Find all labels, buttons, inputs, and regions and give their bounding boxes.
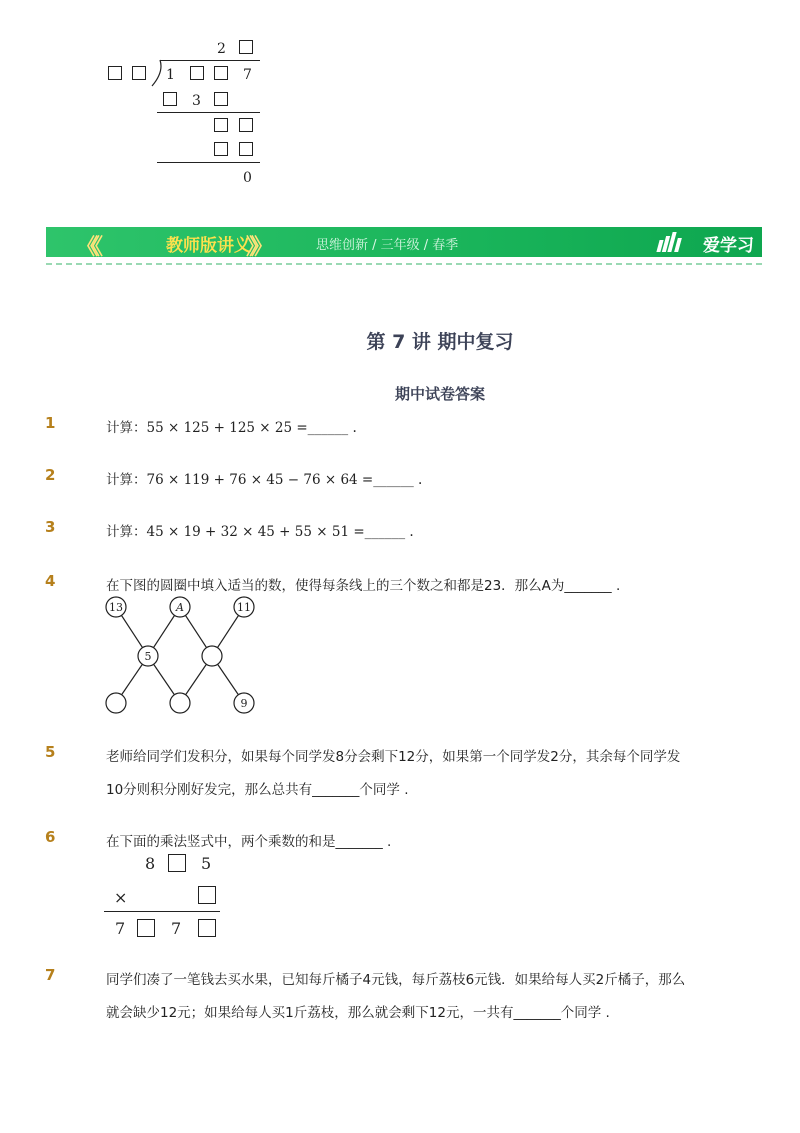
blank-box xyxy=(214,66,228,80)
question-text-line2: 就会缺少12元；如果给每人买1斤荔枝，那么就会剩下12元，一共有_______个同学 . xyxy=(106,1005,610,1021)
circle-node xyxy=(202,646,222,666)
blank-box xyxy=(198,919,216,937)
division-line xyxy=(157,112,260,113)
node-label: A xyxy=(176,601,184,614)
header-banner xyxy=(46,227,762,260)
blank-box xyxy=(214,92,228,106)
division-line xyxy=(157,162,260,163)
header-subtitle: 思维创新 / 三年级 / 春季 xyxy=(316,238,459,253)
chevron-right-icon: 》》 xyxy=(246,235,268,260)
blank-box xyxy=(163,92,177,106)
blank-box xyxy=(132,66,146,80)
question-text: 计算：45 × 19 + 32 × 45 + 55 × 51 =______ . xyxy=(106,524,414,540)
times-sign: × xyxy=(114,888,128,907)
question-text: 在下面的乘法竖式中，两个乘数的和是_______ . xyxy=(106,834,392,850)
step-digit: 3 xyxy=(192,93,201,109)
question-number: 2 xyxy=(45,466,56,484)
quotient-digit: 2 xyxy=(217,41,226,57)
division-bar xyxy=(160,60,260,61)
question-number: 7 xyxy=(45,966,56,984)
chevron-left-icon: 《《 xyxy=(76,235,98,260)
blank-box xyxy=(239,40,253,54)
blank-box xyxy=(108,66,122,80)
question-text-line2: 10分则积分刚好发完，那么总共有_______个同学 . xyxy=(106,782,409,798)
circle-node xyxy=(106,693,126,713)
blank-box xyxy=(214,142,228,156)
question-text: 计算：55 × 125 + 125 × 25 =______ . xyxy=(106,420,357,436)
multiplicand-digit: 5 xyxy=(201,854,212,873)
division-bracket xyxy=(148,58,164,88)
blank-box xyxy=(239,118,253,132)
lecture-title: 第 7 讲 期中复习 xyxy=(366,331,514,353)
node-label: 11 xyxy=(237,601,251,614)
question-number: 1 xyxy=(45,414,56,432)
dividend-digit: 7 xyxy=(243,67,252,83)
question-number: 3 xyxy=(45,518,56,536)
question-number: 6 xyxy=(45,828,56,846)
circle-figure xyxy=(100,593,270,723)
circle-node xyxy=(170,693,190,713)
node-label: 13 xyxy=(109,601,123,614)
remainder: 0 xyxy=(243,170,252,186)
blank-box xyxy=(137,919,155,937)
blank-box xyxy=(214,118,228,132)
product-digit: 7 xyxy=(115,919,126,938)
multiplicand-digit: 8 xyxy=(145,854,156,873)
node-label: 5 xyxy=(144,650,152,663)
brand-name: 爱学习 xyxy=(703,236,754,256)
header-title: 教师版讲义 xyxy=(166,236,251,256)
node-label: 9 xyxy=(240,697,248,710)
multiplication-line xyxy=(104,911,220,912)
dashed-divider xyxy=(46,263,762,265)
brand-logo-icon xyxy=(658,232,682,252)
dividend-digit: 1 xyxy=(166,67,175,83)
question-number: 4 xyxy=(45,572,56,590)
product-digit: 7 xyxy=(171,919,182,938)
blank-box xyxy=(190,66,204,80)
question-number: 5 xyxy=(45,743,56,761)
question-text-line1: 同学们凑了一笔钱去买水果，已知每斤橘子4元钱，每斤荔枝6元钱．如果给每人买2斤橘子，那么 xyxy=(106,972,686,988)
question-text: 在下图的圆圈中填入适当的数，使得每条线上的三个数之和都是23．那么A为_______ . xyxy=(106,578,621,594)
blank-box xyxy=(168,854,186,872)
blank-box xyxy=(239,142,253,156)
section-title: 期中试卷答案 xyxy=(394,385,485,403)
question-text: 计算：76 × 119 + 76 × 45 − 76 × 64 =______ . xyxy=(106,472,423,488)
question-text-line1: 老师给同学们发积分，如果每个同学发8分会剩下12分，如果第一个同学发2分，其余每个同学发 xyxy=(106,749,681,765)
blank-box xyxy=(198,886,216,904)
